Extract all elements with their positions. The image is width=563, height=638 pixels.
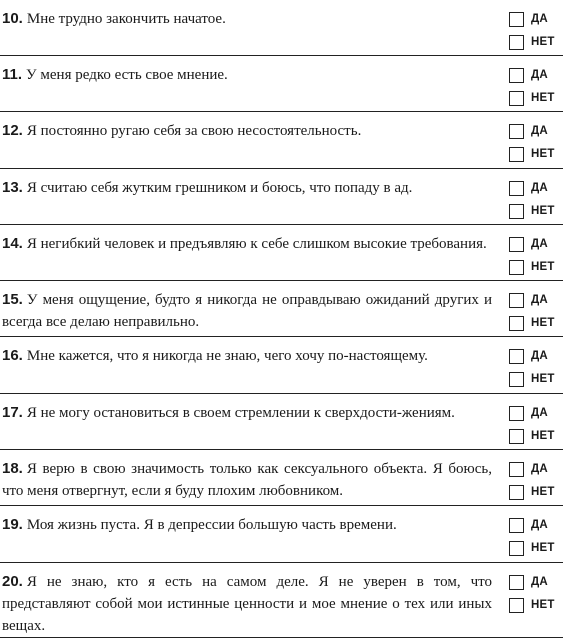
question-text — [2, 458, 492, 502]
question-text — [2, 233, 492, 255]
answer-no-option[interactable] — [509, 370, 555, 388]
answer-no-option[interactable] — [509, 89, 555, 107]
answer-yes-checkbox[interactable] — [509, 124, 524, 139]
answer-no-option[interactable] — [509, 427, 555, 445]
answer-yes-label: ДА — [531, 576, 548, 588]
answer-yes-checkbox[interactable] — [509, 181, 524, 196]
question-text — [2, 571, 492, 637]
answer-yes-option[interactable] — [509, 404, 548, 422]
answer-no-label: НЕТ — [531, 486, 555, 498]
question-row — [0, 506, 563, 563]
answer-no-checkbox[interactable] — [509, 372, 524, 387]
question-body: Моя жизнь пуста. Я в депрессии большую часть времени. — [26, 517, 397, 533]
answer-no-checkbox[interactable] — [509, 260, 524, 275]
question-number: 14. — [2, 235, 23, 252]
answer-no-label: НЕТ — [531, 430, 555, 442]
answer-no-label: НЕТ — [531, 542, 555, 554]
question-body: Я постоянно ругаю себя за свою несостоятельность. — [26, 123, 362, 139]
answer-no-option[interactable] — [509, 539, 555, 557]
answer-no-label: НЕТ — [531, 36, 555, 48]
answer-no-label: НЕТ — [531, 317, 555, 329]
question-number: 17. — [2, 404, 23, 421]
answer-yes-checkbox[interactable] — [509, 12, 524, 27]
answer-no-option[interactable] — [509, 145, 555, 163]
question-text — [2, 177, 492, 199]
question-text — [2, 64, 492, 86]
question-body: Я считаю себя жутким грешником и боюсь, что попаду в ад. — [26, 180, 413, 196]
answer-yes-label: ДА — [531, 519, 548, 531]
answer-no-checkbox[interactable] — [509, 204, 524, 219]
answer-yes-option[interactable] — [509, 291, 548, 309]
question-row — [0, 394, 563, 450]
answer-no-option[interactable] — [509, 483, 555, 501]
answer-yes-checkbox[interactable] — [509, 462, 524, 477]
answer-yes-checkbox[interactable] — [509, 575, 524, 590]
answer-yes-label: ДА — [531, 69, 548, 81]
question-row — [0, 112, 563, 169]
answer-no-option[interactable] — [509, 596, 555, 614]
answer-yes-option[interactable] — [509, 10, 548, 28]
answer-yes-label: ДА — [531, 125, 548, 137]
question-row — [0, 169, 563, 225]
question-body: У меня ощущение, будто я никогда не оправдываю ожиданий других и всегда все делаю неправильно. — [2, 292, 492, 330]
question-text — [2, 289, 492, 333]
question-text — [2, 514, 492, 536]
question-number: 12. — [2, 122, 23, 139]
answer-yes-checkbox[interactable] — [509, 237, 524, 252]
answer-no-label: НЕТ — [531, 599, 555, 611]
answer-no-checkbox[interactable] — [509, 485, 524, 500]
answer-no-label: НЕТ — [531, 373, 555, 385]
answer-yes-option[interactable] — [509, 516, 548, 534]
answer-no-label: НЕТ — [531, 205, 555, 217]
answer-yes-option[interactable] — [509, 460, 548, 478]
question-text — [2, 402, 492, 424]
question-number: 18. — [2, 460, 23, 477]
answer-no-label: НЕТ — [531, 92, 555, 104]
question-body: Я негибкий человек и предъявляю к себе слишком высокие требования. — [26, 236, 487, 252]
answer-yes-checkbox[interactable] — [509, 406, 524, 421]
question-row — [0, 281, 563, 337]
answer-no-checkbox[interactable] — [509, 35, 524, 50]
answer-no-option[interactable] — [509, 258, 555, 276]
question-number: 19. — [2, 516, 23, 533]
answer-no-checkbox[interactable] — [509, 598, 524, 613]
question-body: Я верю в свою значимость только как сексуального объекта. Я боюсь, что меня отвергнут, если я буду плохим любовником. — [2, 461, 492, 499]
question-body: Я не могу остановиться в своем стремлении к сверхдости-жениям. — [26, 405, 455, 421]
answer-yes-option[interactable] — [509, 573, 548, 591]
question-body: У меня редко есть свое мнение. — [26, 67, 228, 83]
answer-yes-option[interactable] — [509, 235, 548, 253]
question-body: Мне кажется, что я никогда не знаю, чего хочу по-настоящему. — [26, 348, 428, 364]
question-text — [2, 120, 492, 142]
question-number: 20. — [2, 573, 23, 590]
answer-no-checkbox[interactable] — [509, 147, 524, 162]
answer-yes-label: ДА — [531, 350, 548, 362]
question-body: Мне трудно закончить начатое. — [26, 11, 226, 27]
answer-yes-label: ДА — [531, 13, 548, 25]
answer-no-option[interactable] — [509, 33, 555, 51]
question-row — [0, 450, 563, 506]
question-row — [0, 56, 563, 112]
answer-yes-option[interactable] — [509, 66, 548, 84]
question-row — [0, 563, 563, 638]
question-number: 15. — [2, 291, 23, 308]
question-body: Я не знаю, кто я есть на самом деле. Я не уверен в том, что представляют собой мои истинные ценности и мое мнение о тех или иных вещах. — [2, 574, 492, 634]
answer-yes-label: ДА — [531, 407, 548, 419]
answer-no-checkbox[interactable] — [509, 316, 524, 331]
question-text — [2, 345, 492, 367]
answer-no-option[interactable] — [509, 202, 555, 220]
question-number: 10. — [2, 10, 23, 27]
question-row — [0, 0, 563, 56]
question-text — [2, 8, 492, 30]
question-row — [0, 337, 563, 394]
answer-no-checkbox[interactable] — [509, 429, 524, 444]
question-number: 13. — [2, 179, 23, 196]
answer-yes-option[interactable] — [509, 122, 548, 140]
answer-yes-label: ДА — [531, 463, 548, 475]
answer-yes-checkbox[interactable] — [509, 68, 524, 83]
answer-yes-option[interactable] — [509, 347, 548, 365]
answer-yes-label: ДА — [531, 238, 548, 250]
answer-yes-label: ДА — [531, 182, 548, 194]
answer-yes-option[interactable] — [509, 179, 548, 197]
answer-yes-checkbox[interactable] — [509, 349, 524, 364]
question-number: 16. — [2, 347, 23, 364]
question-number: 11. — [2, 66, 23, 83]
answer-no-label: НЕТ — [531, 261, 555, 273]
answer-no-label: НЕТ — [531, 148, 555, 160]
answer-no-option[interactable] — [509, 314, 555, 332]
answer-no-checkbox[interactable] — [509, 91, 524, 106]
question-row — [0, 225, 563, 281]
answer-no-checkbox[interactable] — [509, 541, 524, 556]
answer-yes-checkbox[interactable] — [509, 518, 524, 533]
answer-yes-checkbox[interactable] — [509, 293, 524, 308]
answer-yes-label: ДА — [531, 294, 548, 306]
